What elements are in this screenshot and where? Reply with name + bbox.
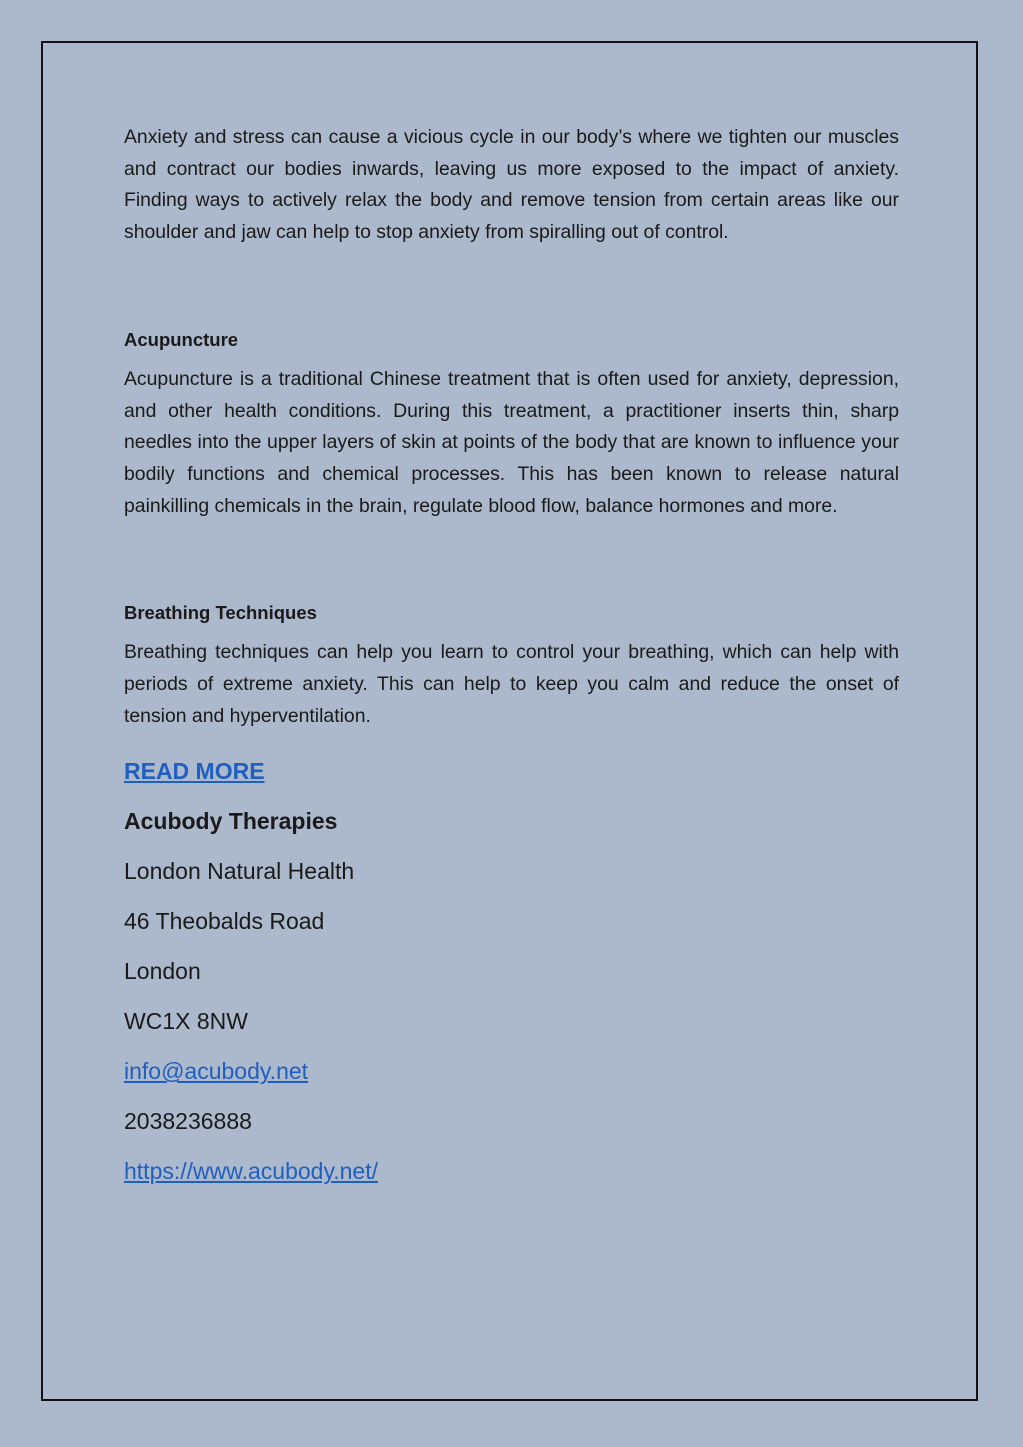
email-link[interactable]: info@acubody.net (124, 1058, 309, 1085)
website-link[interactable]: https://www.acubody.net/ (124, 1158, 378, 1185)
read-more-link[interactable]: READ MORE (124, 758, 265, 785)
acupuncture-heading: Acupuncture (124, 328, 239, 350)
read-more-line (124, 746, 899, 796)
website-line (124, 1146, 899, 1196)
address-city: London (124, 958, 201, 985)
breathing-paragraph: Breathing techniques can help you learn to control your breathing, which can help with periods of extreme anxiety. This can help to keep you calm and reduce the onset of tension and hyperventilation. (124, 641, 899, 727)
clinic-name: London Natural Health (124, 858, 355, 885)
breathing-heading: Breathing Techniques (124, 602, 317, 624)
intro-paragraph: Anxiety and stress can cause a vicious cycle in our body’s where we tighten our muscles and contract our bodies inwards, leaving us more exposed to the impact of anxiety. Finding ways to actively relax the body and remove tension from certain areas like our shoulder and jaw can help to stop anxiety from spiralling out of control. (124, 126, 899, 244)
company-name: Acubody Therapies (124, 808, 338, 835)
phone-number: 2038236888 (124, 1108, 252, 1135)
address-street: 46 Theobalds Road (124, 908, 325, 935)
document-content (124, 122, 899, 1196)
address-postcode: WC1X 8NW (124, 1008, 248, 1035)
email-line (124, 1046, 899, 1096)
acupuncture-paragraph: Acupuncture is a traditional Chinese treatment that is often used for anxiety, depression, and other health conditions. During this treatment, a practitioner inserts thin, sharp needles into the upper layers of skin at points of the body that are known to influence your bodily functions and chemical processes. This has been known to release natural painkilling chemicals in the brain, regulate blood flow, balance hormones and more. (124, 367, 899, 517)
